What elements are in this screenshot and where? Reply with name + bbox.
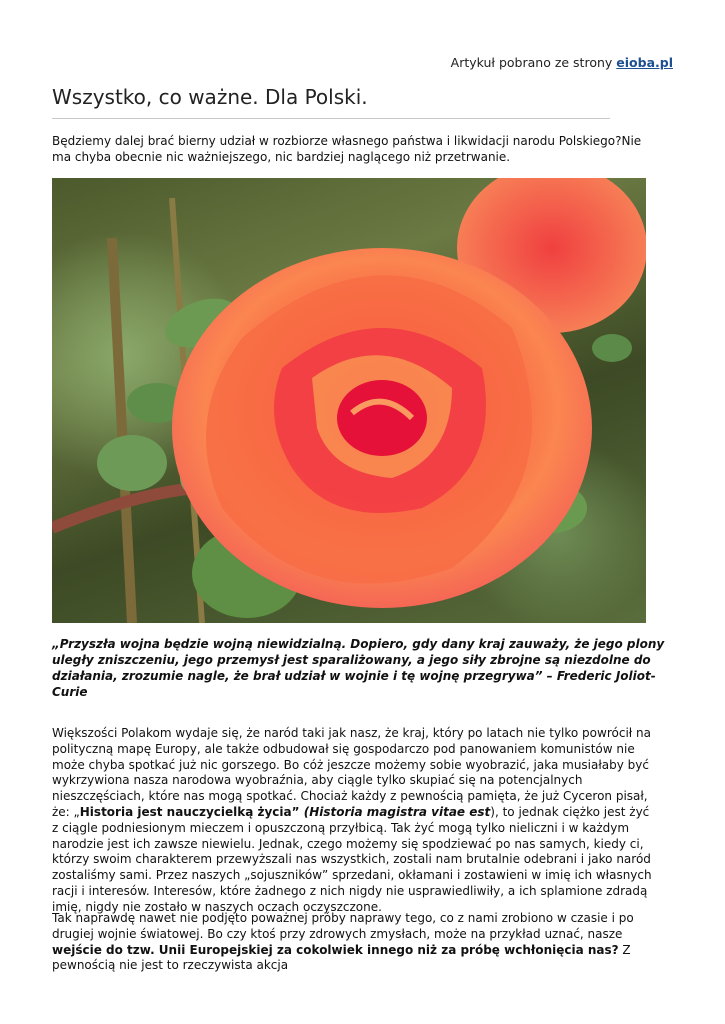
rose-illustration	[52, 178, 646, 623]
source-link[interactable]: eioba.pl	[616, 55, 673, 70]
article-paragraph-1	[52, 726, 652, 916]
article-title: Wszystko, co ważne. Dla Polski.	[52, 85, 368, 109]
rose-photo	[52, 178, 646, 623]
article-paragraph-2	[52, 911, 652, 974]
paragraph-2-text-a: Tak naprawdę nawet nie podjęto poważnej próby naprawy tego, co z nami zrobiono w czasie i po drugiej wojnie światowej. Bo czy ktoś przy zdrowych zmysłach, może na przykład uznać, nasze	[52, 911, 634, 941]
paragraph-1-text-d: ), to jednak ciężko jest żyć z ciągle podniesionym mieczem i opuszczoną przyłbicą. Tak żyć mogą tylko nieliczni i w każdym narodzie jest ich zawsze niewielu. Jednak, czego możemy się spodziewać po nas samych, kiedy ci, którzy swoim charakterem przewyższali nas wszystkich, zostali nam brutalnie odebrani i jako naród zostaliśmy sami. Przez naszych „sojuszników” sprzedani, okłamani i zostawieni w imię ich własnych racji i interesów. Interesów, które żadnego z nich nigdy nie usprawiedliwiły, a ich splamione zdradą imię, nigdy nie zostało w naszych oczach oczyszczone.	[52, 804, 652, 914]
paragraph-1-text-a: Większości Polakom wydaje się, że naród taki jak nasz, że kraj, który po latach nie tylko powrócił na polityczną mapę Europy, ale także odbudował się gospodarczo pod panowaniem komunistów nie może chyba spotkać już nic gorszego. Bo cóż jeszcze możemy sobie wyobrazić, jaka musiałaby być wykrzywiona nasza narodowa wyobraźnia, aby ciągle tylko skupiać się na potencjalnych nieszczęściach, które nas mogą spotkać. Chociaż każdy z pewnością pamięta, że już Cyceron pisał, że: „	[52, 726, 651, 819]
source-attribution	[451, 55, 673, 70]
paragraph-2-bold: wejście do tzw. Unii Europejskiej za cokolwiek innego niż za próbę wchłonięcia nas?	[52, 942, 619, 957]
article-intro: Będziemy dalej brać bierny udział w rozbiorze własnego państwa i likwidacji narodu Polskiego?Nie ma chyba obecnie nic ważniejszego, nic bardziej naglącego niż przetrwanie.	[52, 134, 642, 164]
title-divider	[52, 118, 610, 119]
quote: „Przyszła wojna będzie wojną niewidzialną. Dopiero, gdy dany kraj zauważy, że jego plony uległy zniszczeniu, jego przemysł jest sparaliżowany, a jego siły zbrojne są niezdolne do działania, zrozumie nagle, że brał udział w wojnie i tę wojnę przegrywa” – Frederic Joliot-Curie	[52, 637, 665, 699]
source-prefix: Artykuł pobrano ze strony	[450, 55, 617, 70]
paragraph-1-bold: Historia jest nauczycielką życia”	[79, 804, 304, 819]
paragraph-1-bold-italic: (Historia magistra vitae est	[303, 804, 491, 819]
paragraph-2-text-c: Z pewnością nie jest to rzeczywista akcja	[52, 942, 631, 973]
